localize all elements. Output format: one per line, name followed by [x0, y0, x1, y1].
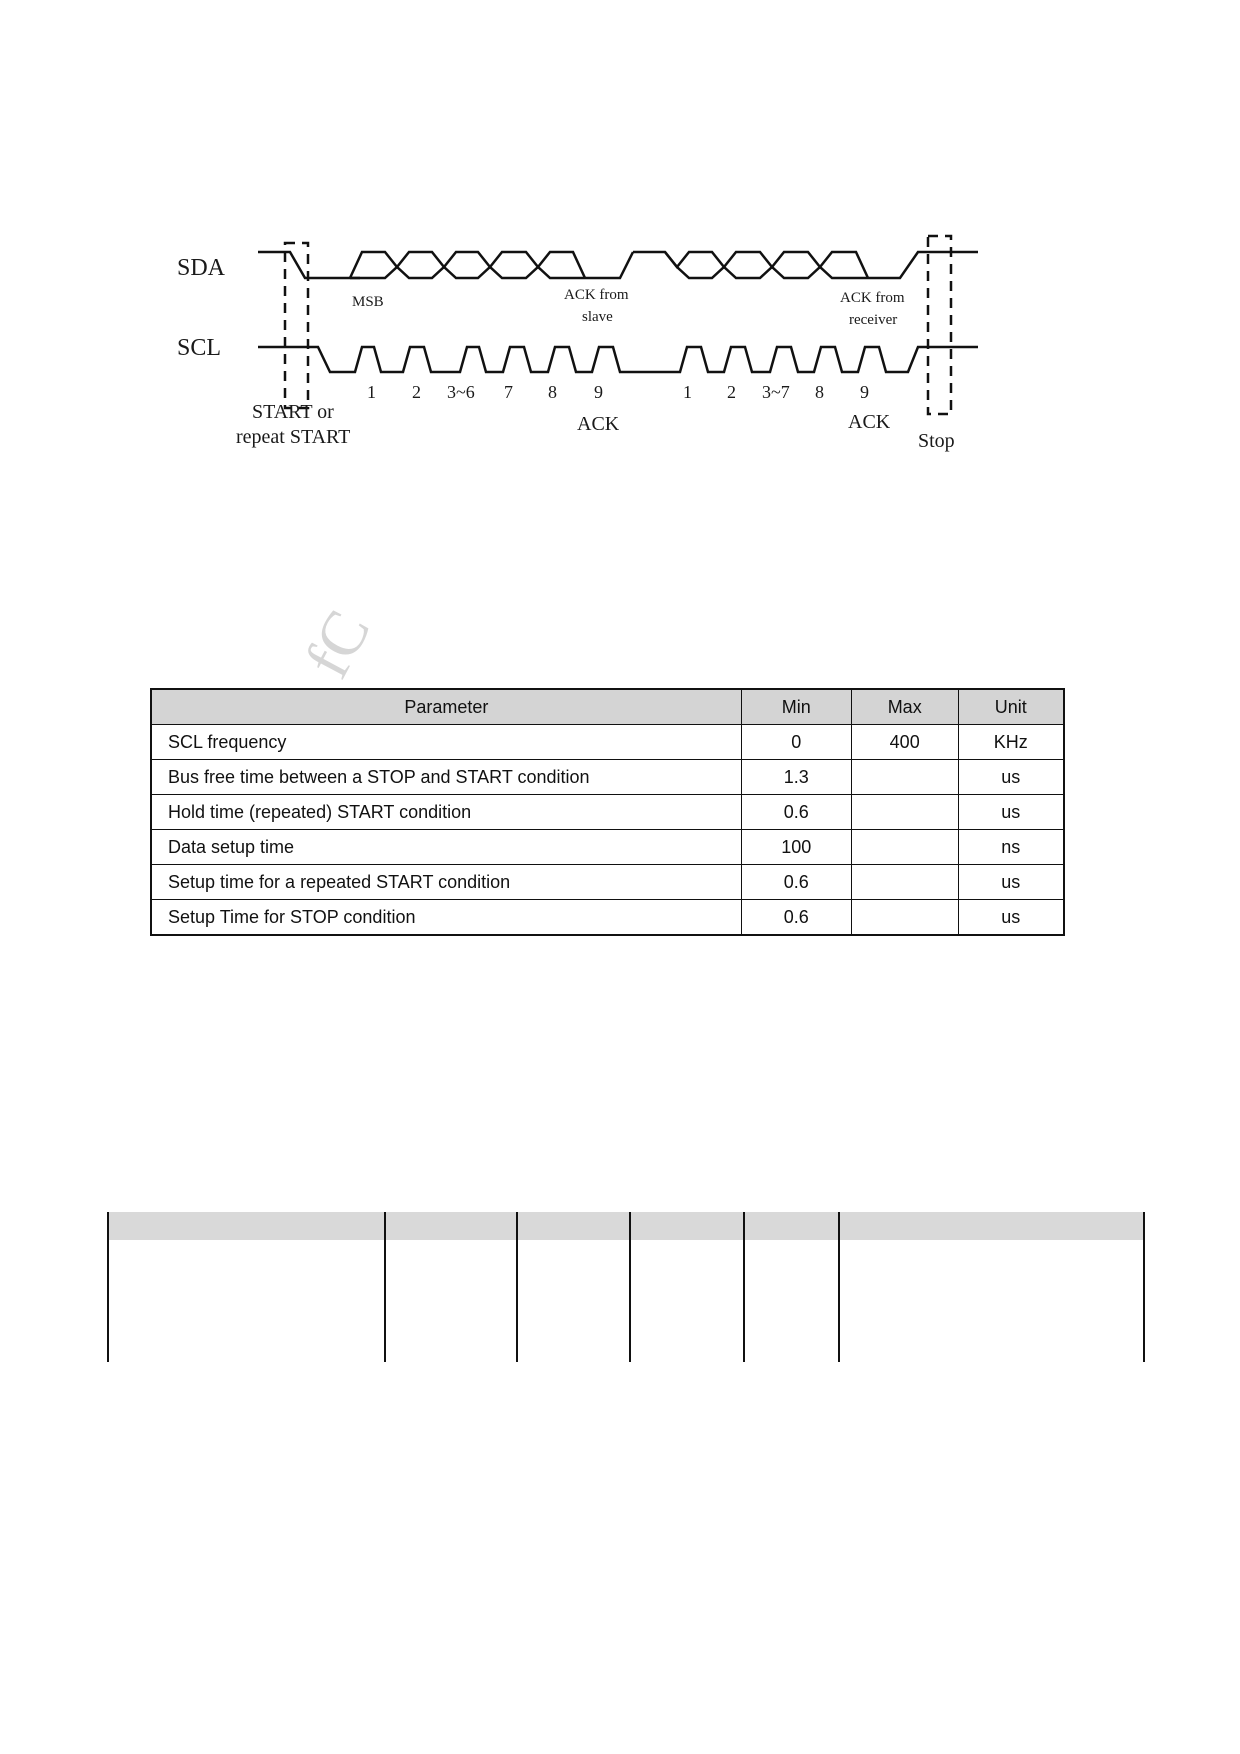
- min-cell: 0: [741, 725, 851, 760]
- clock-label: 3~6: [447, 382, 475, 402]
- max-cell: [851, 760, 958, 795]
- sda-ack-slave: [585, 252, 633, 278]
- max-cell: [851, 900, 958, 936]
- msb-label: MSB: [352, 294, 384, 310]
- column-divider: [743, 1212, 745, 1362]
- column-divider: [107, 1212, 109, 1362]
- min-cell: 0.6: [741, 865, 851, 900]
- min-cell: 1.3: [741, 760, 851, 795]
- column-divider: [629, 1212, 631, 1362]
- ack-from-slave-line2: slave: [582, 309, 613, 325]
- start-label-line1: START or: [252, 401, 334, 423]
- unit-cell: us: [958, 760, 1064, 795]
- column-divider: [838, 1212, 840, 1362]
- max-cell: [851, 795, 958, 830]
- unit-cell: us: [958, 795, 1064, 830]
- clock-label: 3~7: [762, 382, 790, 402]
- scl-waveform: [258, 347, 978, 372]
- column-divider: [1143, 1212, 1145, 1362]
- table-row: [151, 760, 1064, 795]
- clock-label: 1: [683, 382, 692, 402]
- max-cell: [851, 830, 958, 865]
- clock-label: 2: [727, 382, 736, 402]
- table-row: [151, 725, 1064, 760]
- header-unit: Unit: [958, 689, 1064, 725]
- watermark: fC: [290, 598, 384, 689]
- sda-label: SDA: [177, 255, 226, 281]
- start-label-line2: repeat START: [236, 426, 351, 448]
- parameter-cell: Hold time (repeated) START condition: [151, 795, 741, 830]
- max-cell: 400: [851, 725, 958, 760]
- parameter-cell: SCL frequency: [151, 725, 741, 760]
- clock-label: 7: [504, 382, 513, 402]
- clock-label: 9: [594, 382, 603, 402]
- sda-byte1-low: [350, 267, 585, 278]
- clock-label: 2: [412, 382, 421, 402]
- sda-byte1-high: [350, 252, 585, 278]
- table-row: [151, 865, 1064, 900]
- partial-table-header: [107, 1212, 1145, 1362]
- clock-label: 9: [860, 382, 869, 402]
- unit-cell: us: [958, 865, 1064, 900]
- start-condition-box: [285, 243, 308, 408]
- clock-label: 8: [815, 382, 824, 402]
- ack-from-receiver-line1: ACK from: [840, 290, 905, 306]
- column-divider: [384, 1212, 386, 1362]
- table-row: [151, 795, 1064, 830]
- min-cell: 100: [741, 830, 851, 865]
- unit-cell: ns: [958, 830, 1064, 865]
- header-max: Max: [851, 689, 958, 725]
- parameter-cell: Setup time for a repeated START condition: [151, 865, 741, 900]
- unit-cell: KHz: [958, 725, 1064, 760]
- unit-cell: us: [958, 900, 1064, 936]
- table-row: [151, 830, 1064, 865]
- ack-label-1: ACK: [577, 413, 620, 435]
- table-header-row: [151, 689, 1064, 725]
- i2c-timing-table: [150, 688, 1065, 936]
- ack-from-slave-line1: ACK from: [564, 287, 629, 303]
- max-cell: [851, 865, 958, 900]
- min-cell: 0.6: [741, 795, 851, 830]
- scl-label: SCL: [177, 335, 222, 361]
- min-cell: 0.6: [741, 900, 851, 936]
- i2c-timing-diagram: [0, 0, 1240, 520]
- ack-label-2: ACK: [848, 411, 891, 433]
- column-divider: [516, 1212, 518, 1362]
- parameter-cell: Bus free time between a STOP and START condition: [151, 760, 741, 795]
- ack-from-receiver-line2: receiver: [849, 312, 898, 328]
- table-row: [151, 900, 1064, 936]
- table-header-band: [107, 1212, 1145, 1240]
- stop-label: Stop: [918, 430, 955, 452]
- stop-condition-box: [928, 236, 951, 414]
- header-min: Min: [741, 689, 851, 725]
- header-parameter: Parameter: [151, 689, 741, 725]
- clock-label: 1: [367, 382, 376, 402]
- parameter-cell: Setup Time for STOP condition: [151, 900, 741, 936]
- clock-label: 8: [548, 382, 557, 402]
- parameter-cell: Data setup time: [151, 830, 741, 865]
